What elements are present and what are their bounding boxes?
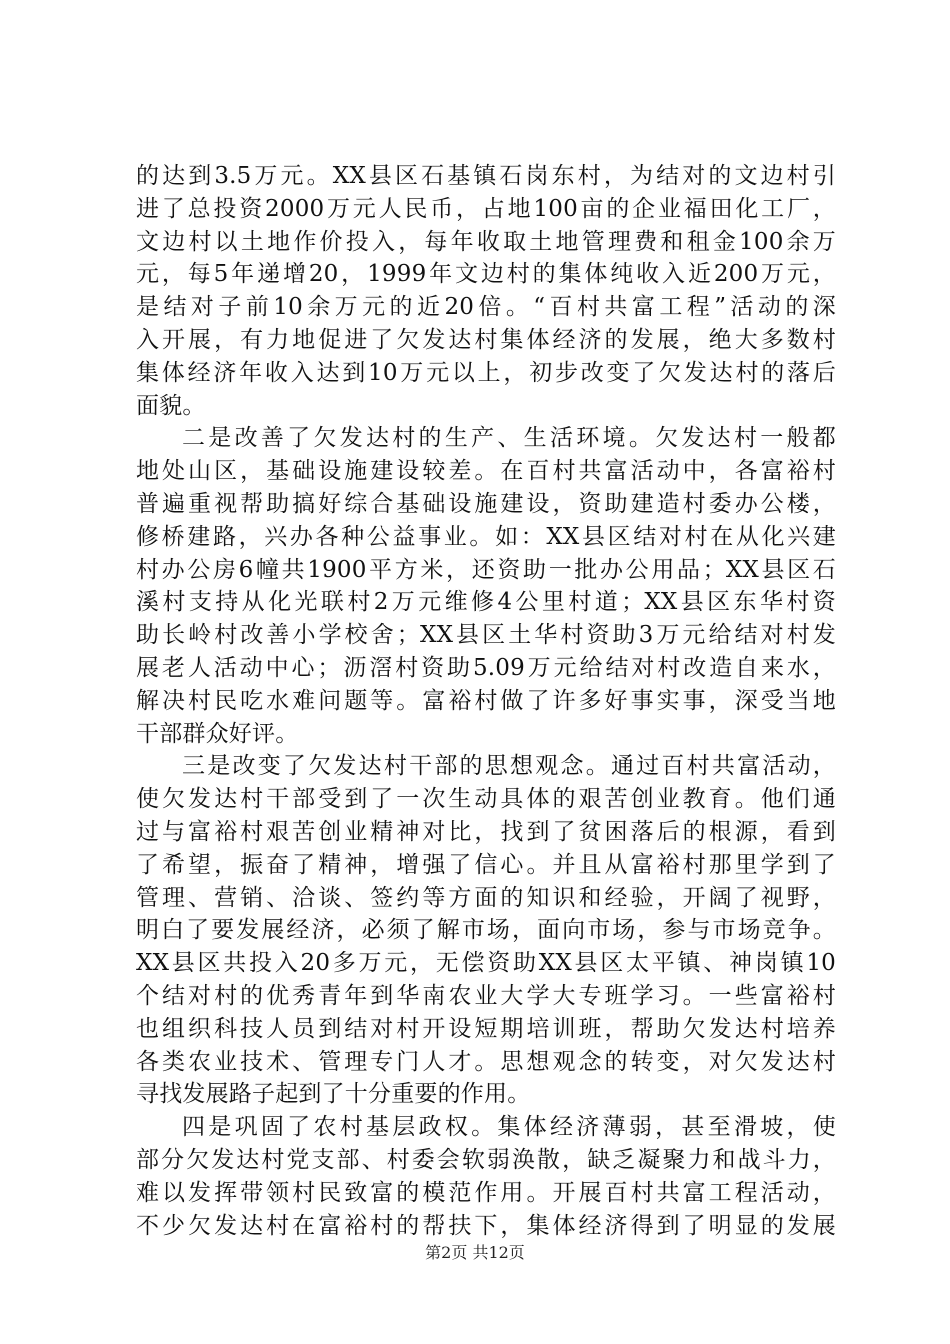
body-text [136,160,836,1242]
text-line: 过与富裕村艰苦创业精神对比，找到了贫困落后的根源，看到 [136,818,836,845]
paragraph-start-line: 四是巩固了农村基层政权。集体经济薄弱，甚至滑坡，使 [182,1114,836,1141]
text-line: 部分欠发达村党支部、村委会软弱涣散，缺乏凝聚力和战斗力， [136,1146,836,1173]
text-line: 明白了要发展经济，必须了解市场，面向市场，参与市场竞争。 [136,917,836,944]
text-line: 各类农业技术、管理专门人才。思想观念的转变，对欠发达村 [136,1048,836,1075]
text-line: 管理、营销、洽谈、签约等方面的知识和经验，开阔了视野， [136,884,836,911]
text-line: 普遍重视帮助搞好综合基础设施建设，资助建造村委办公楼， [136,490,836,517]
text-line: 修桥建路，兴办各种公益事业。如：XX县区结对村在从化兴建 [136,523,836,550]
text-line: 村办公房6幢共1900平方米，还资助一批办公用品；XX县区石 [136,556,836,583]
paragraph-start-line: 三是改变了欠发达村干部的思想观念。通过百村共富活动， [182,753,836,780]
text-line: 地处山区，基础设施建设较差。在百村共富活动中，各富裕村 [136,458,836,485]
text-line: 溪村支持从化光联村2万元维修4公里村道；XX县区东华村资 [136,589,836,616]
text-line: 干部群众好评。 [136,720,299,747]
text-line: 难以发挥带领村民致富的模范作用。开展百村共富工程活动， [136,1179,836,1206]
page-footer [0,1240,950,1263]
text-line: 元，每5年递增20，1999年文边村的集体纯收入近200万元， [136,261,836,288]
paragraph-start-line: 二是改善了欠发达村的生产、生活环境。欠发达村一般都 [182,425,836,452]
text-line: 使欠发达村干部受到了一次生动具体的艰苦创业教育。他们通 [136,786,836,813]
text-line: 面貌。 [136,392,206,419]
text-line: 助长岭村改善小学校舍；XX县区土华村资助3万元给结对村发 [136,622,836,649]
text-line: 展老人活动中心；沥滘村资助5.09万元给结对村改造自来水， [136,654,836,681]
text-line: 文边村以土地作价投入，每年收取土地管理费和租金100余万 [136,228,836,255]
text-line: 解决村民吃水难问题等。富裕村做了许多好事实事，深受当地 [136,687,836,714]
text-line: XX县区共投入20多万元，无偿资助XX县区太平镇、神岗镇10 [136,950,836,977]
text-line: 进了总投资2000万元人民币，占地100亩的企业福田化工厂， [136,195,836,222]
text-line: 寻找发展路子起到了十分重要的作用。 [136,1081,531,1108]
text-line: 是结对子前10余万元的近20倍。“百村共富工程”活动的深 [136,294,836,321]
text-line: 也组织科技人员到结对村开设短期培训班，帮助欠发达村培养 [136,1015,836,1042]
page-number-label: 第2页 共12页 [425,1243,525,1262]
text-line: 集体经济年收入达到10万元以上，初步改变了欠发达村的落后 [136,359,836,386]
text-line: 不少欠发达村在富裕村的帮扶下，集体经济得到了明显的发展 [136,1212,836,1239]
text-line: 个结对村的优秀青年到华南农业大学大专班学习。一些富裕村 [136,982,836,1009]
text-line: 的达到3.5万元。XX县区石基镇石岗东村，为结对的文边村引 [136,163,836,189]
text-line: 入开展，有力地促进了欠发达村集体经济的发展，绝大多数村 [136,326,836,353]
text-line: 了希望，振奋了精神，增强了信心。并且从富裕村那里学到了 [136,851,836,878]
